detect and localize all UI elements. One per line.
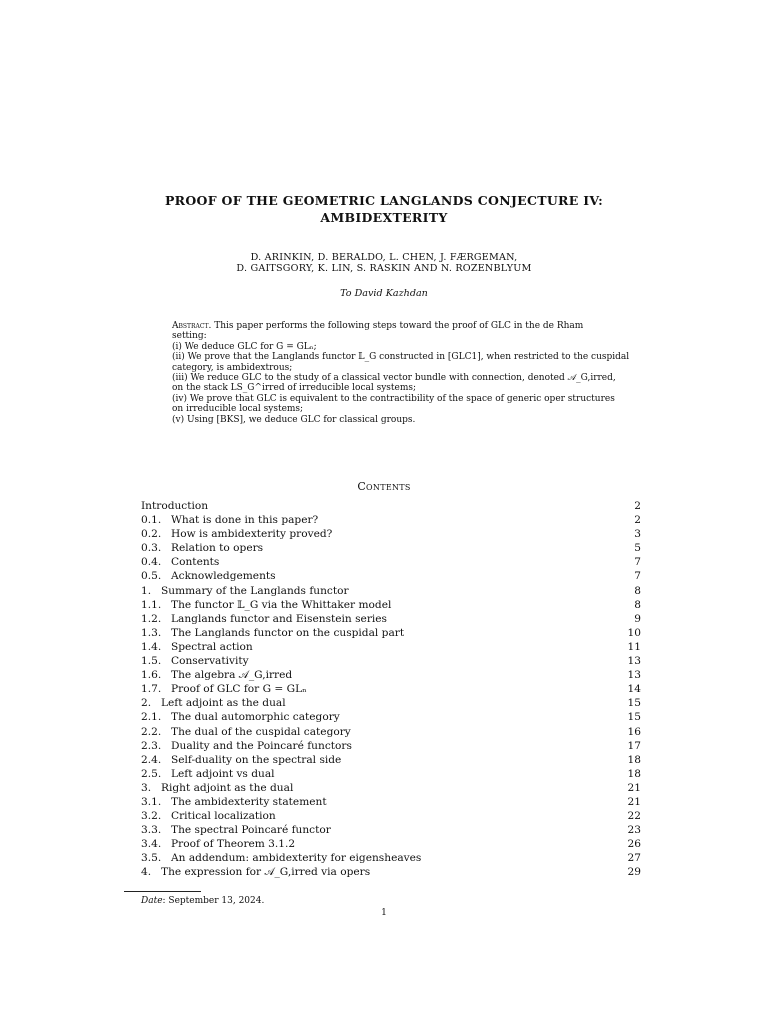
toc-entry-page: 2 [634, 500, 641, 512]
toc-entry-page: 18 [627, 767, 641, 780]
toc-entry[interactable] [141, 823, 641, 837]
toc-entry-number: 3.1. [141, 795, 162, 808]
toc-entry-title: Proof of GLC for G = GLₙ [171, 683, 307, 696]
toc-entry-page: 13 [627, 655, 641, 668]
toc-entry-page: 10 [627, 626, 641, 639]
abstract-label: Abstract. [172, 321, 212, 331]
toc-entry-page: 27 [627, 852, 641, 865]
toc-entry-title: An addendum: ambidexterity for eigensheaves [171, 852, 422, 865]
toc-entry-page: 7 [634, 570, 641, 583]
toc-entry-title: Critical localization [171, 810, 276, 823]
toc-entry-title: The spectral Poincaré functor [171, 824, 331, 837]
toc-entry-number: 3.3. [141, 824, 162, 837]
toc-entry-page: 21 [627, 795, 641, 808]
toc-entry-title: Conservativity [171, 655, 249, 668]
toc-entry[interactable] [141, 851, 641, 865]
toc-entry-page: 17 [627, 739, 641, 752]
toc-entry[interactable] [141, 499, 641, 513]
authors-line-2: D. GAITSGORY, K. LIN, S. RASKIN AND N. ROZENBLYUM [236, 263, 532, 274]
toc-entry-title: Self-duality on the spectral side [171, 753, 342, 766]
toc-entry-page: 26 [627, 838, 641, 851]
toc-entry-number: 0.3. [141, 542, 162, 555]
abstract-line-6: (iii) We reduce GLC to the study of a classical vector bundle with connection, denoted 𝒜_G,irred, [172, 373, 616, 384]
toc-entry-title: Left adjoint as the dual [161, 697, 286, 710]
toc-entry-number: 0.1. [141, 514, 162, 527]
toc-entry[interactable] [141, 767, 641, 781]
toc-entry-title: The dual of the cuspidal category [171, 725, 351, 738]
page-number: 1 [381, 908, 387, 918]
toc-entry-title: Left adjoint vs dual [171, 767, 275, 780]
footnote-text: : September 13, 2024. [162, 896, 265, 906]
toc-entry-number: 3.2. [141, 810, 162, 823]
toc-entry-title: The dual automorphic category [171, 711, 340, 724]
toc-entry-title: Right adjoint as the dual [161, 781, 294, 794]
toc-entry-page: 8 [634, 598, 641, 611]
toc-entry[interactable] [141, 612, 641, 626]
footnote-rule [124, 891, 201, 892]
abstract-text: This paper performs the following steps toward the proof of GLC in the de Rham [214, 321, 584, 331]
abstract-line-10: (v) Using [BKS], we deduce GLC for classical groups. [172, 414, 416, 425]
toc-entry-page: 15 [627, 711, 641, 724]
abstract-line-5: category, is ambidextrous; [172, 362, 293, 373]
abstract-line-8: (iv) We prove that GLC is equivalent to the contractibility of the space of generic oper structures [172, 393, 615, 404]
toc-entry[interactable] [141, 527, 641, 541]
toc-entry-page: 16 [627, 725, 641, 738]
toc-entry-number: 1.3. [141, 626, 162, 639]
toc-entry-page: 11 [627, 640, 641, 653]
toc-entry[interactable] [141, 725, 641, 739]
contents-heading: Contents [357, 480, 411, 493]
toc-entry-number: 1. [141, 584, 152, 597]
toc-entry-page: 22 [627, 810, 641, 823]
toc-entry-title: Langlands functor and Eisenstein series [171, 612, 387, 625]
toc-entry-number: 0.5. [141, 570, 162, 583]
toc-entry-page: 7 [634, 556, 641, 569]
paper-title-line-1: PROOF OF THE GEOMETRIC LANGLANDS CONJECTURE IV: [164, 193, 604, 208]
toc-entry[interactable] [141, 654, 641, 668]
toc-entry-title: Proof of Theorem 3.1.2 [171, 838, 296, 851]
toc-entry-number: 1.2. [141, 612, 162, 625]
toc-entry-number: 3.4. [141, 838, 162, 851]
toc-entry[interactable] [141, 809, 641, 823]
toc-entry[interactable] [141, 682, 641, 696]
toc-entry-number: 2.4. [141, 753, 162, 766]
toc-entry-number: 1.1. [141, 598, 162, 611]
toc-entry-number: 0.2. [141, 528, 162, 541]
authors-line-1: D. ARINKIN, D. BERALDO, L. CHEN, J. FÆRGEMAN, [250, 252, 518, 263]
toc-entry-title: Duality and the Poincaré functors [171, 739, 352, 752]
dedication: To David Kazhdan [340, 288, 428, 299]
toc-entry-number: 2.5. [141, 767, 162, 780]
toc-entry-number: 1.6. [141, 669, 162, 682]
toc-entry-number: 1.4. [141, 640, 162, 653]
toc-entry[interactable] [141, 513, 641, 527]
toc-entry-number: 1.5. [141, 655, 162, 668]
toc-entry[interactable] [141, 598, 641, 612]
abstract-line-9: on irreducible local systems; [172, 404, 304, 415]
toc-entry-number: 3. [141, 781, 152, 794]
table-of-contents [141, 499, 641, 880]
toc-entry-page: 9 [634, 612, 641, 625]
toc-entry-number: 4. [141, 866, 152, 879]
toc-entry-number: 2. [141, 697, 152, 710]
toc-entry-page: 2 [634, 514, 641, 527]
toc-entry-title: Acknowledgements [171, 570, 276, 583]
toc-entry[interactable] [141, 753, 641, 767]
toc-entry[interactable] [141, 739, 641, 753]
toc-entry-title: Summary of the Langlands functor [161, 584, 349, 597]
toc-entry[interactable] [141, 696, 641, 710]
toc-entry-page: 23 [627, 824, 641, 837]
toc-entry[interactable] [141, 626, 641, 640]
abstract-line-2: setting: [172, 331, 207, 342]
toc-entry-title: Relation to opers [171, 542, 264, 555]
toc-entry-page: 14 [627, 683, 641, 696]
toc-entry-page: 5 [634, 542, 641, 555]
toc-entry-title: Contents [171, 556, 220, 569]
toc-entry[interactable] [141, 640, 641, 654]
abstract-line-1 [172, 321, 600, 331]
toc-entry-title: The expression for 𝒜_G,irred via opers [161, 866, 371, 879]
toc-entry[interactable] [141, 584, 641, 598]
footnote-label: Date [141, 896, 163, 906]
toc-entry-page: 8 [634, 584, 641, 597]
toc-entry-number: 2.2. [141, 725, 162, 738]
toc-entry-page: 18 [627, 753, 641, 766]
abstract-line-3: (i) We deduce GLC for G = GLₙ; [172, 341, 317, 352]
toc-entry-number: 3.5. [141, 852, 162, 865]
toc-entry[interactable] [141, 569, 641, 583]
toc-entry-page: 21 [627, 781, 641, 794]
toc-entry-number: 2.3. [141, 739, 162, 752]
toc-entry[interactable] [141, 865, 641, 879]
toc-entry[interactable] [141, 795, 641, 809]
toc-entry-page: 13 [627, 669, 641, 682]
abstract-line-7: on the stack LS_G^irred of irreducible local systems; [172, 383, 417, 394]
toc-entry[interactable] [141, 541, 641, 555]
abstract-line-4: (ii) We prove that the Langlands functor 𝕃_G constructed in [GLC1], when restricted to the cuspidal [172, 352, 630, 363]
toc-entry-title: Introduction [141, 500, 209, 512]
footnote [141, 896, 264, 906]
toc-entry-title: How is ambidexterity proved? [171, 528, 333, 541]
toc-entry[interactable] [141, 837, 641, 851]
toc-entry-page: 29 [627, 866, 641, 879]
toc-entry-page: 15 [627, 697, 641, 710]
toc-entry[interactable] [141, 781, 641, 795]
abstract [172, 321, 630, 425]
toc-entry-page: 3 [634, 528, 641, 541]
toc-entry-title: The functor 𝕃_G via the Whittaker model [171, 598, 392, 611]
toc-entry-number: 1.7. [141, 683, 162, 696]
toc-entry-number: 0.4. [141, 556, 162, 569]
toc-entry-title: The ambidexterity statement [171, 795, 327, 808]
toc-entry-title: What is done in this paper? [171, 514, 319, 527]
toc-entry[interactable] [141, 710, 641, 724]
toc-entry-title: The algebra 𝒜_G,irred [171, 669, 293, 682]
toc-entry-number: 2.1. [141, 711, 162, 724]
toc-entry[interactable] [141, 668, 641, 682]
toc-entry[interactable] [141, 555, 641, 569]
toc-entry-title: Spectral action [171, 640, 253, 653]
toc-entry-title: The Langlands functor on the cuspidal part [171, 626, 405, 639]
paper-title-line-2: AMBIDEXTERITY [320, 210, 448, 225]
